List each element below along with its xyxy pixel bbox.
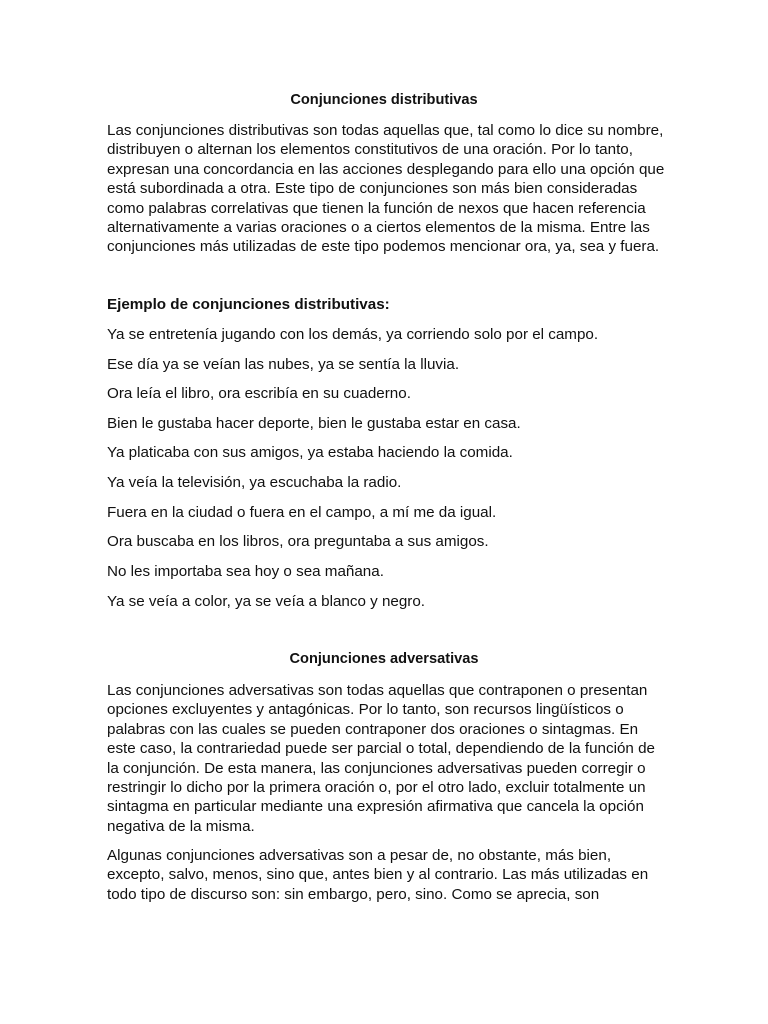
- example-item: Ya se veía a color, ya se veía a blanco y negro.: [107, 593, 426, 610]
- example-item: No les importaba sea hoy o sea mañana.: [107, 563, 384, 580]
- paragraph-adversativas-1: Las conjunciones adversativas son todas aquellas que contraponen o presentan opciones excluyentes y antagónicas. Por lo tanto, son recursos lingüísticos o palabras con las cuales se pueden contraponer dos oraciones o sintagmas. En este caso, la contrariedad puede ser parcial o total, dependiendo de la función de la conjunción. De esta manera, las conjunciones adversativas pueden corregir o restringir lo dicho por la primera oración o, por el otro lado, excluir totalmente un sintagma en particular mediante una expresión afirmativa que cancela la opción negativa de la misma.: [107, 682, 655, 835]
- example-item: Bien le gustaba hacer deporte, bien le gustaba estar en casa.: [107, 415, 521, 432]
- example-item: Ya platicaba con sus amigos, ya estaba haciendo la comida.: [107, 444, 513, 461]
- example-item: Fuera en la ciudad o fuera en el campo, a mí me da igual.: [107, 504, 497, 521]
- example-item: Ya veía la televisión, ya escuchaba la radio.: [107, 474, 402, 491]
- section-title-adversativas: Conjunciones adversativas: [289, 651, 479, 667]
- example-item: Ese día ya se veían las nubes, ya se sentía la lluvia.: [107, 356, 460, 373]
- example-item: Ya se entretenía jugando con los demás, ya corriendo solo por el campo.: [107, 326, 599, 343]
- example-item: Ora buscaba en los libros, ora preguntaba a sus amigos.: [107, 533, 489, 550]
- section-title-distributivas: Conjunciones distributivas: [290, 92, 478, 108]
- example-item: Ora leía el libro, ora escribía en su cuaderno.: [107, 385, 411, 402]
- examples-heading: Ejemplo de conjunciones distributivas:: [107, 296, 390, 313]
- paragraph-adversativas-2: Algunas conjunciones adversativas son a pesar de, no obstante, más bien, excepto, salvo, menos, sino que, antes bien y al contrario. Las más utilizadas en todo tipo de discurso son: sin embargo, pero, sino. Como se aprecia, son: [107, 847, 649, 903]
- paragraph-distributivas: Las conjunciones distributivas son todas aquellas que, tal como lo dice su nombre, distribuyen o alternan los elementos constitutivos de una oración. Por lo tanto, expresan una concordancia en las acciones desplegando para ello una opción que está subordinada a otra. Este tipo de conjunciones son más bien consideradas como palabras correlativas que tienen la función de nexos que hacen referencia alternativamente a varias oraciones o a ciertos elementos de la misma. Entre las conjunciones más utilizadas de este tipo podemos mencionar ora, ya, sea y fuera.: [107, 122, 665, 256]
